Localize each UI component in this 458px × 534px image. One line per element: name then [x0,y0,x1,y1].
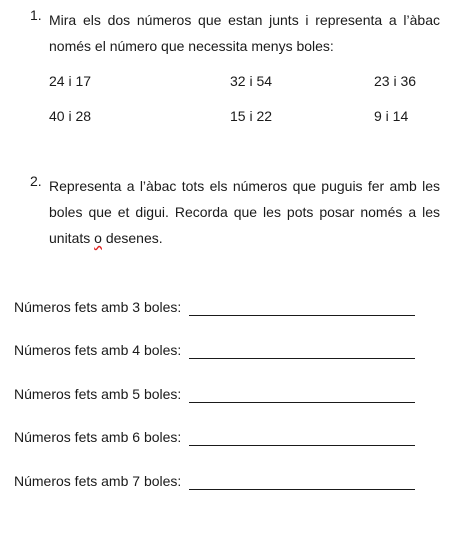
answer-blank[interactable] [189,402,415,403]
fill-line-6-beads [14,429,424,451]
exercise-1-number: 1. [30,7,42,23]
number-pair: 24 i 17 [49,73,92,89]
fill-line-label: Números fets amb 5 boles: [14,386,182,402]
exercise-2 [30,173,440,251]
spellcheck-flagged-word[interactable]: o [94,230,102,246]
number-pair: 15 i 22 [230,108,273,124]
exercise-2-text-end: desenes. [101,230,163,246]
fill-line-label: Números fets amb 4 boles: [14,342,182,358]
number-pairs-row [49,73,419,93]
fill-line-label: Números fets amb 3 boles: [14,299,182,315]
answer-blank[interactable] [189,445,415,446]
fill-line-3-beads [14,299,424,321]
number-pair: 9 i 14 [374,108,409,124]
number-pair: 23 i 36 [374,73,417,89]
number-pair: 32 i 54 [230,73,273,89]
fill-line-4-beads [14,342,424,364]
number-pairs-row [49,108,419,128]
fill-line-label: Números fets amb 7 boles: [14,473,182,489]
exercise-2-text: Representa a l’àbac tots els números que puguis fer amb les boles que et digui. Recorda que les pots posar només a les unitats [49,178,440,246]
exercise-2-number: 2. [30,173,42,189]
fill-line-7-beads [14,473,424,495]
fill-line-5-beads [14,386,424,408]
exercise-1-instructions: Mira els dos números que estan junts i representa a l’àbac només el número que necessita menys boles: [49,12,440,54]
number-pair: 40 i 28 [49,108,92,124]
exercise-1 [30,7,440,59]
answer-blank[interactable] [189,315,415,316]
fill-line-label: Números fets amb 6 boles: [14,429,182,445]
exercise-2-instructions [49,173,440,251]
answer-blank[interactable] [189,358,415,359]
answer-blank[interactable] [189,489,415,490]
